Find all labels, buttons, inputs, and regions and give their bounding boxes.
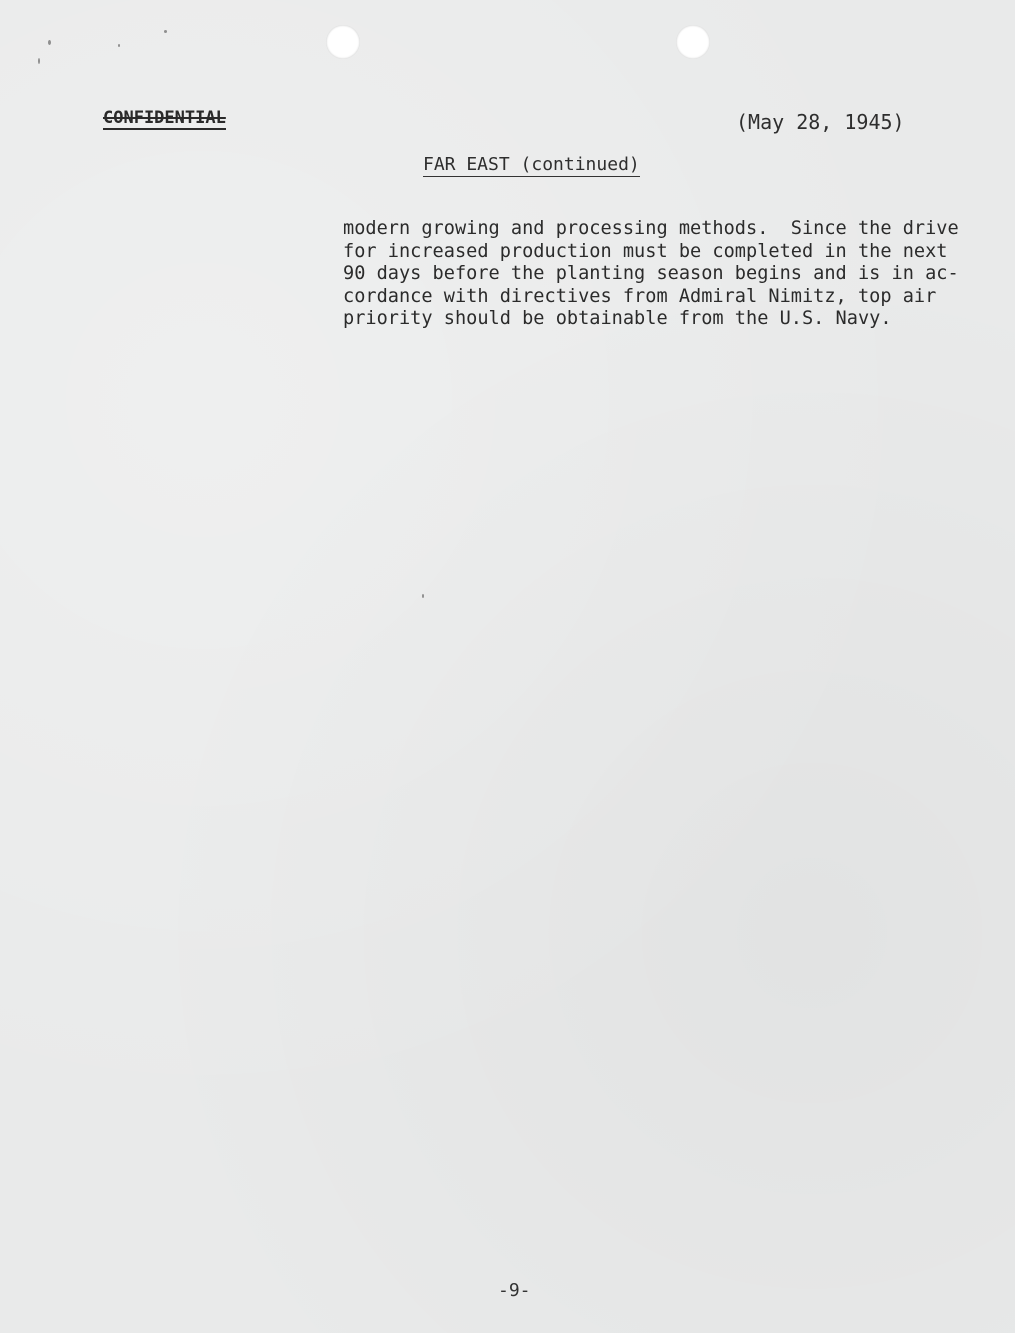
body-line: for increased production must be completed in the next	[343, 240, 948, 262]
document-date: (May 28, 1945)	[736, 110, 905, 134]
punch-hole-right	[676, 25, 710, 59]
paper-speck	[422, 594, 424, 598]
body-line: modern growing and processing methods. Since the drive	[343, 218, 959, 239]
body-paragraph	[343, 218, 959, 331]
body-line: priority should be obtainable from the U.S. Navy.	[343, 308, 892, 329]
paper-speck	[164, 30, 167, 33]
page-number: -9-	[498, 1280, 531, 1301]
paper-speck	[48, 40, 51, 45]
body-line: cordance with directives from Admiral Nimitz, top air	[343, 285, 937, 307]
body-line: 90 days before the planting season begins and is in ac-	[343, 263, 959, 284]
section-title: FAR EAST (continued)	[423, 154, 640, 175]
classification-stamp: CONFIDENTIAL	[103, 108, 226, 128]
paper-speck	[118, 44, 120, 47]
paper-speck	[38, 58, 40, 64]
punch-hole-left	[326, 25, 360, 59]
